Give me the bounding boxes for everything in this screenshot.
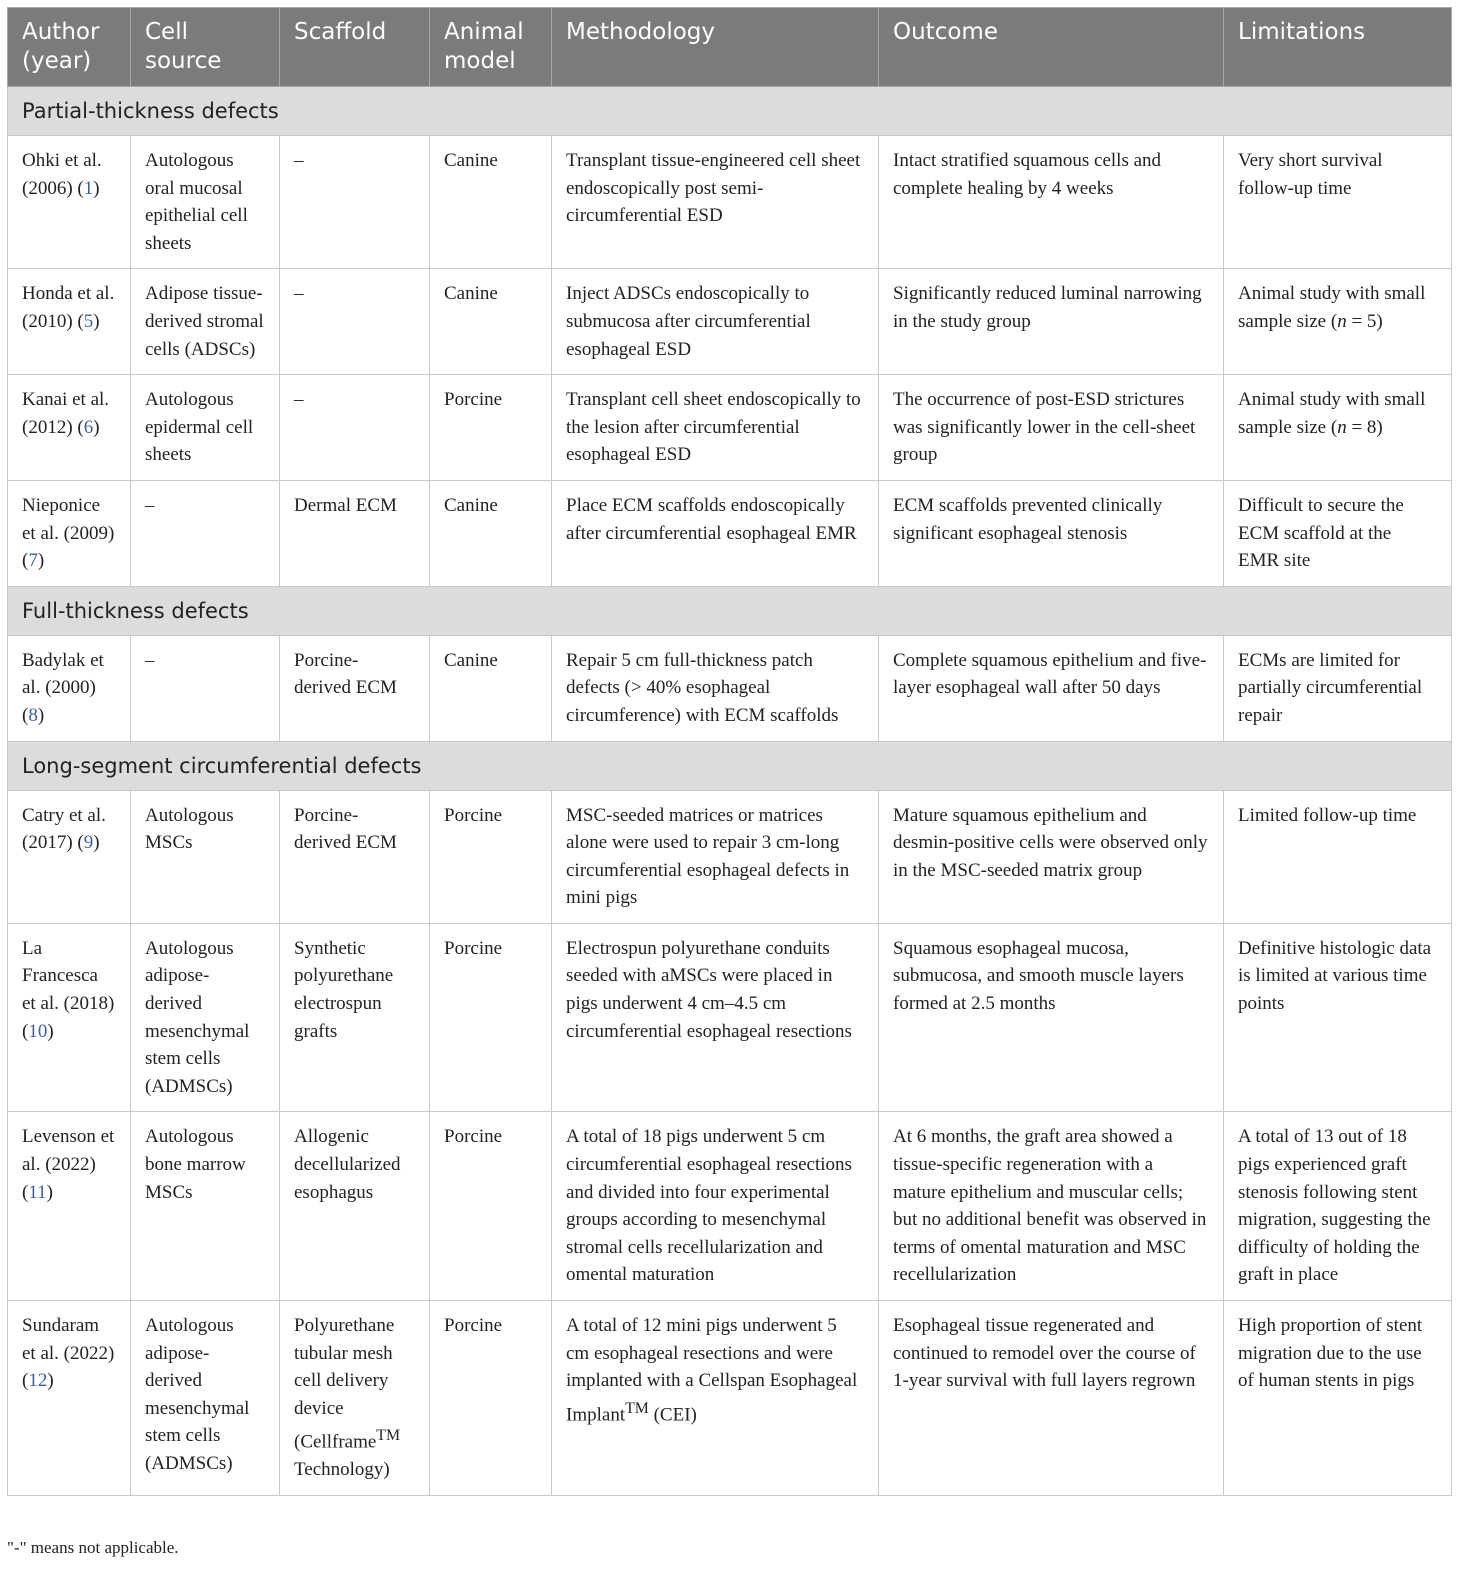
author-text-end: ): [37, 550, 45, 572]
cell-source-cell: Autologous adipose-derived mesenchymal stem cells (ADMSCs): [131, 1301, 280, 1496]
scaffold-text: Polyurethane tubular mesh cell delivery device (Cellframe: [294, 1315, 395, 1453]
limitations-cell: [1224, 1112, 1452, 1301]
cell-source-cell: Autologous epidermal cell sheets: [131, 375, 280, 481]
outcome-cell: Intact stratified squamous cells and complete healing by 4 weeks: [879, 136, 1224, 269]
scaffold-cell: Porcine-derived ECM: [280, 635, 430, 741]
cell-source-cell: –: [131, 480, 280, 586]
limitations-text: High proportion of stent migration due to the use of human stents in pigs: [1238, 1315, 1423, 1392]
author-text-end: ): [93, 177, 100, 199]
animal-model-cell: Porcine: [430, 923, 552, 1112]
limitations-text: Definitive histologic data is limited at various time points: [1238, 937, 1432, 1015]
scaffold-text-end: Technology): [294, 1459, 390, 1481]
animal-model-cell: Canine: [430, 136, 552, 269]
scaffold-cell: Synthetic polyurethane electrospun grafts: [280, 923, 430, 1112]
author-text-end: ): [47, 1370, 54, 1392]
table-row: [8, 375, 1452, 481]
section-row: [8, 586, 1452, 635]
author-cell: [8, 635, 131, 741]
author-cell: [8, 1301, 131, 1496]
scaffold-cell: –: [280, 269, 430, 375]
table-row: [8, 790, 1452, 923]
header-outcome: Outcome: [879, 8, 1224, 87]
cell-source-cell: –: [131, 635, 280, 741]
header-author: Author (year): [8, 8, 131, 87]
methodology-cell: Electrospun polyurethane conduits seeded with aMSCs were placed in pigs underwent 4 cm–4.5 cm circumferential esophageal resections: [552, 923, 879, 1112]
author-text: Sundaram et al. (2022) (: [22, 1315, 115, 1392]
author-text: Catry et al. (2017) (: [22, 804, 106, 854]
author-text-end: ): [46, 1181, 53, 1203]
limitations-text: ECMs are limited for partially circumferential repair: [1238, 649, 1423, 726]
section-row: [8, 87, 1452, 136]
reference-link: 12: [28, 1370, 48, 1392]
author-cell: [8, 375, 131, 481]
author-text-end: ): [93, 416, 100, 438]
table-row: [8, 136, 1452, 269]
author-text: Nieponice et al. (2009) (: [22, 494, 115, 572]
author-cell: [8, 480, 131, 586]
limitations-text: Very short survival follow-up time: [1238, 150, 1383, 199]
section-row: [8, 741, 1452, 790]
sample-size-value: = 8): [1346, 416, 1383, 438]
reference-link: 10: [28, 1020, 48, 1042]
methodology-cell: [552, 1301, 879, 1496]
author-text: Kanai et al. (2012) (: [22, 389, 110, 438]
header-animal-model: Animal model: [430, 8, 552, 87]
cell-source-cell: Autologous bone marrow MSCs: [131, 1112, 280, 1301]
header-scaffold: Scaffold: [280, 8, 430, 87]
author-text: Honda et al. (2010) (: [22, 283, 115, 332]
reference-link: 6: [83, 416, 94, 438]
sample-size-n: n: [1337, 310, 1347, 332]
scaffold-cell: Dermal ECM: [280, 480, 430, 586]
limitations-cell: [1224, 375, 1452, 481]
outcome-cell: At 6 months, the graft area showed a tissue-specific regeneration with a mature epithelium and muscular cells; but no additional benefit was observed in terms of omental maturation and MSC recellularization: [879, 1112, 1224, 1301]
methodology-text: A total of 12 mini pigs underwent 5 cm esophageal resections and were implanted with a Cellspan Esophageal Implant: [566, 1315, 858, 1426]
limitations-text: Animal study with small sample size (: [1238, 283, 1426, 332]
sample-size-n: n: [1337, 416, 1347, 438]
author-cell: [8, 790, 131, 923]
animal-model-cell: Porcine: [430, 1301, 552, 1496]
header-row: [8, 8, 1452, 87]
methodology-cell: MSC-seeded matrices or matrices alone were used to repair 3 cm-long circumferential esophageal defects in mini pigs: [552, 790, 879, 923]
author-text-end: ): [37, 704, 45, 726]
limitations-text: A total of 13 out of 18 pigs experienced graft stenosis following stent migration, suggesting the difficulty of holding the graft in place: [1238, 1126, 1431, 1286]
limitations-cell: [1224, 269, 1452, 375]
author-text: La Francesca et al. (2018) (: [22, 937, 115, 1042]
table-header: [8, 8, 1452, 87]
cell-source-cell: Autologous oral mucosal epithelial cell sheets: [131, 136, 280, 269]
cell-source-cell: Autologous adipose-derived mesenchymal stem cells (ADMSCs): [131, 923, 280, 1112]
animal-model-cell: Porcine: [430, 375, 552, 481]
limitations-text: Difficult to secure the ECM scaffold at the EMR site: [1238, 494, 1404, 572]
limitations-cell: [1224, 790, 1452, 923]
author-text-end: ): [93, 310, 100, 332]
methodology-cell: Repair 5 cm full-thickness patch defects (> 40% esophageal circumference) with ECM scaffolds: [552, 635, 879, 741]
methodology-cell: Inject ADSCs endoscopically to submucosa after circumferential esophageal ESD: [552, 269, 879, 375]
limitations-cell: [1224, 136, 1452, 269]
scaffold-cell: –: [280, 136, 430, 269]
scaffold-cell: Porcine-derived ECM: [280, 790, 430, 923]
table-row: [8, 480, 1452, 586]
header-cell-source: Cell source: [131, 8, 280, 87]
reference-link: 7: [28, 550, 38, 572]
limitations-cell: [1224, 923, 1452, 1112]
author-cell: [8, 269, 131, 375]
table-row: [8, 923, 1452, 1112]
scaffold-cell: –: [280, 375, 430, 481]
section-title: Full-thickness defects: [8, 586, 1452, 635]
section-title: Long-segment circumferential defects: [8, 741, 1452, 790]
methodology-cell: Transplant tissue-engineered cell sheet endoscopically post semi-circumferential ESD: [552, 136, 879, 269]
author-text: Levenson et al. (2022) (: [22, 1126, 115, 1203]
table-row: [8, 1301, 1452, 1496]
sample-size-value: = 5): [1346, 310, 1383, 332]
reference-link: 1: [83, 177, 94, 199]
outcome-cell: The occurrence of post-ESD strictures was significantly lower in the cell-sheet group: [879, 375, 1224, 481]
outcome-cell: Esophageal tissue regenerated and continued to remodel over the course of 1-year survival with full layers regrown: [879, 1301, 1224, 1496]
methodology-text-end: (CEI): [648, 1404, 697, 1426]
trademark-sup: TM: [625, 1399, 649, 1417]
scaffold-cell: [280, 1301, 430, 1496]
table-row: [8, 269, 1452, 375]
reference-link: 8: [28, 704, 38, 726]
limitations-cell: [1224, 480, 1452, 586]
author-text: Ohki et al. (2006) (: [22, 150, 102, 199]
outcome-cell: Mature squamous epithelium and desmin-positive cells were observed only in the MSC-seeded matrix group: [879, 790, 1224, 923]
table-body: [8, 87, 1452, 1496]
author-text: Badylak et al. (2000) (: [22, 649, 104, 726]
limitations-text: Animal study with small sample size (: [1238, 389, 1426, 438]
author-cell: [8, 136, 131, 269]
animal-model-cell: Canine: [430, 480, 552, 586]
header-methodology: Methodology: [552, 8, 879, 87]
cell-source-cell: Adipose tissue-derived stromal cells (ADSCs): [131, 269, 280, 375]
reference-link: 9: [83, 832, 94, 854]
reference-link: 11: [28, 1181, 47, 1203]
methodology-cell: Place ECM scaffolds endoscopically after circumferential esophageal EMR: [552, 480, 879, 586]
author-text-end: ): [47, 1020, 54, 1042]
table-row: [8, 635, 1452, 741]
animal-model-cell: Porcine: [430, 790, 552, 923]
animal-model-cell: Porcine: [430, 1112, 552, 1301]
methodology-cell: Transplant cell sheet endoscopically to the lesion after circumferential esophageal ESD: [552, 375, 879, 481]
limitations-cell: [1224, 1301, 1452, 1496]
scaffold-cell: Allogenic decellularized esophagus: [280, 1112, 430, 1301]
author-text-end: ): [93, 832, 100, 854]
footnote: "-" means not applicable.: [7, 1538, 179, 1557]
outcome-cell: Significantly reduced luminal narrowing in the study group: [879, 269, 1224, 375]
trademark-sup: TM: [376, 1427, 401, 1445]
animal-model-cell: Canine: [430, 635, 552, 741]
limitations-text: Limited follow-up time: [1238, 804, 1417, 826]
studies-table: [7, 7, 1452, 1496]
methodology-cell: A total of 18 pigs underwent 5 cm circumferential esophageal resections and divided into four experimental groups according to mesenchymal stromal cells recellularization and omental maturation: [552, 1112, 879, 1301]
reference-link: 5: [83, 310, 94, 332]
outcome-cell: ECM scaffolds prevented clinically significant esophageal stenosis: [879, 480, 1224, 586]
author-cell: [8, 923, 131, 1112]
outcome-cell: Squamous esophageal mucosa, submucosa, and smooth muscle layers formed at 2.5 months: [879, 923, 1224, 1112]
outcome-cell: Complete squamous epithelium and five-layer esophageal wall after 50 days: [879, 635, 1224, 741]
limitations-cell: [1224, 635, 1452, 741]
section-title: Partial-thickness defects: [8, 87, 1452, 136]
author-cell: [8, 1112, 131, 1301]
animal-model-cell: Canine: [430, 269, 552, 375]
table-row: [8, 1112, 1452, 1301]
cell-source-cell: Autologous MSCs: [131, 790, 280, 923]
header-limitations: Limitations: [1224, 8, 1452, 87]
table-container: [7, 7, 1451, 1496]
